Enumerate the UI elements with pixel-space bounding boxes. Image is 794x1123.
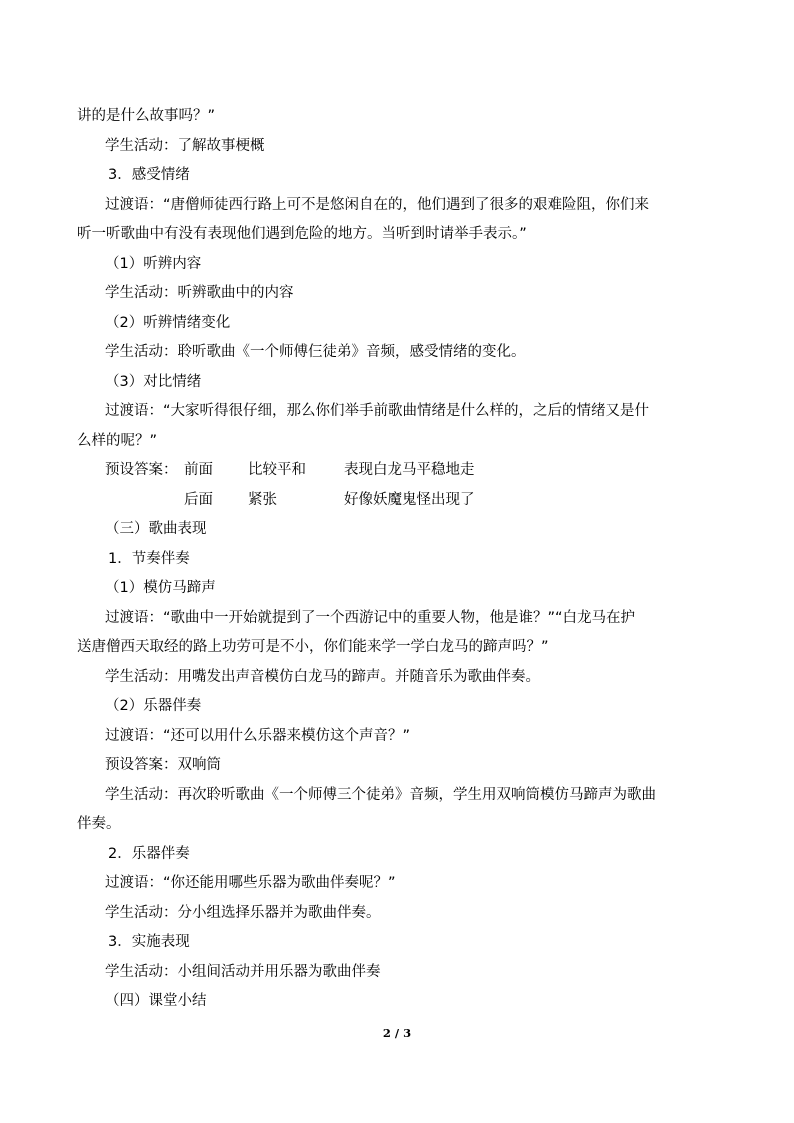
section-heading: 2．乐器伴奏 <box>108 845 190 862</box>
paragraph-line: 学生活动：聆听歌曲《一个师傅仨徒弟》音频，感受情绪的变化。 <box>105 344 526 360</box>
paragraph-line: 听一听歌曲中有没有表现他们遇到危险的地方。当听到时请举手表示。” <box>77 226 527 242</box>
paragraph-line: 送唐僧西天取经的路上功劳可是不小，你们能来学一学白龙马的蹄声吗？” <box>77 639 549 655</box>
paragraph-line: 伴奏。 <box>77 816 121 832</box>
section-heading: 1．节奏伴奏 <box>108 550 190 567</box>
sub-heading: （2）听辨情绪变化 <box>105 314 231 331</box>
paragraph-line: 预设答案：双响筒 <box>105 757 221 773</box>
answer-row <box>77 456 722 486</box>
paragraph-line: 过渡语：“歌曲中一开始就提到了一个西游记中的重要人物，他是谁？”“白龙马在护 <box>105 609 636 626</box>
answer-cell: 好像妖魔鬼怪出现了 <box>344 491 475 508</box>
paragraph-line: 学生活动：了解故事梗概 <box>105 137 265 154</box>
paragraph-line: 学生活动：小组间活动并用乐器为歌曲伴奏 <box>105 963 381 980</box>
answer-cell: 后面 <box>184 491 213 508</box>
paragraph-line: 过渡语：“大家听得很仔细，那么你们举手前歌曲情绪是什么样的，之后的情绪又是什 <box>105 403 650 419</box>
page-number: 2 / 3 <box>382 1026 412 1040</box>
section-heading: 3．实施表现 <box>108 934 190 950</box>
answer-label: 预设答案： <box>105 462 178 478</box>
answer-cell: 比较平和 <box>248 462 306 478</box>
paragraph-line: 学生活动：听辨歌曲中的内容 <box>105 285 294 301</box>
paragraph-line: 学生活动：分小组选择乐器并为歌曲伴奏。 <box>105 904 381 921</box>
sub-heading: （2）乐器伴奏 <box>105 698 202 714</box>
paragraph-line: 学生活动：用嘴发出声音模仿白龙马的蹄声。并随音乐为歌曲伴奏。 <box>105 668 540 685</box>
answer-cell: 前面 <box>184 462 213 478</box>
paragraph-line: 过渡语：“唐僧师徒西行路上可不是悠闲自在的，他们遇到了很多的艰难险阻，你们来 <box>105 196 650 213</box>
paragraph-line: 学生活动：再次聆听歌曲《一个师傅三个徒弟》音频，学生用双响筒模仿马蹄声为歌曲 <box>105 786 656 803</box>
sub-heading: （3）对比情绪 <box>105 373 202 390</box>
document-body <box>77 102 722 1017</box>
answer-cell: 表现白龙马平稳地走 <box>344 462 475 478</box>
section-heading: （四）课堂小结 <box>105 993 207 1009</box>
section-heading: 3．感受情绪 <box>108 167 190 183</box>
section-heading: （三）歌曲表现 <box>105 521 207 537</box>
answer-cell: 紧张 <box>248 491 277 508</box>
sub-heading: （1）模仿马蹄声 <box>105 580 216 596</box>
sub-heading: （1）听辨内容 <box>105 255 202 272</box>
paragraph-line: 讲的是什么故事吗？” <box>77 108 216 124</box>
paragraph-line: 过渡语：“你还能用哪些乐器为歌曲伴奏呢？” <box>105 875 396 891</box>
paragraph-line: 过渡语：“还可以用什么乐器来模仿这个声音？” <box>105 727 411 744</box>
answer-row <box>77 486 722 516</box>
paragraph-line: 么样的呢？” <box>77 432 158 449</box>
